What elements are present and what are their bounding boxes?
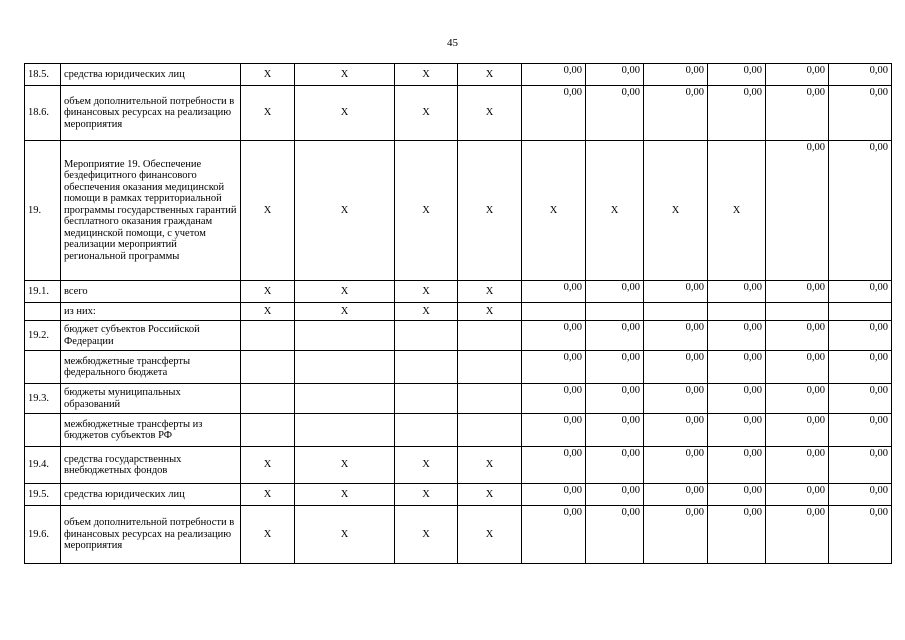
table-row (25, 506, 892, 564)
indicator-cell (458, 384, 522, 414)
row-number: 19.1. (25, 281, 61, 303)
value-cell: 0,00 (644, 384, 708, 414)
indicator-cell: X (458, 484, 522, 506)
indicator-cell (295, 321, 395, 351)
row-description: бюджет субъектов Российской Федерации (61, 321, 241, 351)
value-cell: 0,00 (766, 321, 829, 351)
row-description: объем дополнительной потребности в финансовых ресурсах на реализацию мероприятия (61, 506, 241, 564)
row-number (25, 414, 61, 447)
indicator-cell: X (395, 447, 458, 484)
value-cell: 0,00 (586, 447, 644, 484)
row-description: бюджеты муниципальных образований (61, 384, 241, 414)
indicator-cell: X (458, 281, 522, 303)
value-cell: 0,00 (644, 447, 708, 484)
value-cell: 0,00 (522, 447, 586, 484)
value-cell: 0,00 (708, 484, 766, 506)
row-description: средства юридических лиц (61, 484, 241, 506)
value-cell: 0,00 (522, 484, 586, 506)
indicator-cell: X (295, 86, 395, 141)
value-cell: 0,00 (522, 384, 586, 414)
table-row (25, 141, 892, 281)
value-cell (766, 303, 829, 321)
value-cell: 0,00 (829, 506, 892, 564)
value-cell: 0,00 (829, 86, 892, 141)
indicator-cell: X (458, 64, 522, 86)
indicator-cell (241, 384, 295, 414)
indicator-cell: X (295, 506, 395, 564)
value-cell: 0,00 (644, 506, 708, 564)
indicator-cell: X (395, 484, 458, 506)
table-row (25, 447, 892, 484)
value-cell: 0,00 (829, 64, 892, 86)
indicator-cell (395, 384, 458, 414)
row-number: 19.2. (25, 321, 61, 351)
indicator-cell: X (295, 303, 395, 321)
value-cell: 0,00 (829, 351, 892, 384)
indicator-cell (241, 414, 295, 447)
value-cell: 0,00 (766, 86, 829, 141)
value-cell: 0,00 (586, 281, 644, 303)
value-cell: X (644, 141, 708, 281)
indicator-cell: X (295, 141, 395, 281)
table-row (25, 281, 892, 303)
row-number: 19.4. (25, 447, 61, 484)
value-cell: 0,00 (766, 506, 829, 564)
indicator-cell (241, 351, 295, 384)
indicator-cell: X (458, 506, 522, 564)
value-cell (829, 303, 892, 321)
value-cell: 0,00 (644, 86, 708, 141)
page-number: 45 (447, 37, 458, 49)
row-description: из них: (61, 303, 241, 321)
value-cell: 0,00 (766, 64, 829, 86)
value-cell: 0,00 (708, 506, 766, 564)
value-cell: 0,00 (522, 86, 586, 141)
value-cell: 0,00 (766, 281, 829, 303)
value-cell: 0,00 (586, 414, 644, 447)
value-cell: 0,00 (766, 484, 829, 506)
value-cell: 0,00 (644, 64, 708, 86)
value-cell: 0,00 (766, 351, 829, 384)
value-cell: 0,00 (644, 484, 708, 506)
indicator-cell: X (241, 506, 295, 564)
value-cell: 0,00 (829, 414, 892, 447)
value-cell: 0,00 (522, 414, 586, 447)
value-cell: 0,00 (644, 414, 708, 447)
value-cell: X (586, 141, 644, 281)
indicator-cell: X (241, 303, 295, 321)
indicator-cell (458, 321, 522, 351)
value-cell: 0,00 (708, 414, 766, 447)
value-cell: 0,00 (829, 484, 892, 506)
row-description: всего (61, 281, 241, 303)
value-cell: 0,00 (522, 506, 586, 564)
value-cell: 0,00 (766, 414, 829, 447)
table-row (25, 384, 892, 414)
row-description: межбюджетные трансферты из бюджетов субъектов РФ (61, 414, 241, 447)
indicator-cell: X (241, 281, 295, 303)
table-row (25, 351, 892, 384)
indicator-cell (395, 321, 458, 351)
value-cell (644, 303, 708, 321)
row-number: 19.3. (25, 384, 61, 414)
value-cell: 0,00 (708, 64, 766, 86)
table-row (25, 64, 892, 86)
indicator-cell: X (458, 447, 522, 484)
value-cell: 0,00 (522, 321, 586, 351)
row-description: объем дополнительной потребности в финансовых ресурсах на реализацию мероприятия (61, 86, 241, 141)
value-cell: 0,00 (522, 64, 586, 86)
indicator-cell: X (295, 281, 395, 303)
row-number: 19.5. (25, 484, 61, 506)
row-number (25, 351, 61, 384)
row-number: 19.6. (25, 506, 61, 564)
value-cell: 0,00 (708, 447, 766, 484)
value-cell: 0,00 (586, 321, 644, 351)
table-row (25, 303, 892, 321)
value-cell (522, 303, 586, 321)
value-cell: 0,00 (586, 506, 644, 564)
row-number: 18.6. (25, 86, 61, 141)
indicator-cell: X (241, 86, 295, 141)
table-row (25, 86, 892, 141)
value-cell: 0,00 (586, 86, 644, 141)
indicator-cell: X (295, 447, 395, 484)
indicator-cell (395, 351, 458, 384)
value-cell: 0,00 (829, 447, 892, 484)
value-cell: X (522, 141, 586, 281)
indicator-cell: X (295, 484, 395, 506)
value-cell: 0,00 (708, 86, 766, 141)
indicator-cell: X (458, 86, 522, 141)
indicator-cell (241, 321, 295, 351)
value-cell: 0,00 (522, 351, 586, 384)
indicator-cell: X (241, 484, 295, 506)
indicator-cell: X (241, 64, 295, 86)
value-cell: 0,00 (766, 141, 829, 281)
value-cell: 0,00 (829, 141, 892, 281)
value-cell: 0,00 (829, 281, 892, 303)
value-cell: 0,00 (644, 281, 708, 303)
row-number: 18.5. (25, 64, 61, 86)
value-cell: 0,00 (708, 321, 766, 351)
value-cell: 0,00 (522, 281, 586, 303)
indicator-cell: X (295, 64, 395, 86)
indicator-cell (295, 384, 395, 414)
value-cell: 0,00 (708, 384, 766, 414)
row-description: межбюджетные трансферты федерального бюджета (61, 351, 241, 384)
indicator-cell: X (395, 141, 458, 281)
indicator-cell (458, 351, 522, 384)
financing-table (24, 63, 892, 564)
value-cell (586, 303, 644, 321)
row-number (25, 303, 61, 321)
row-description: средства государственных внебюджетных фондов (61, 447, 241, 484)
row-description: средства юридических лиц (61, 64, 241, 86)
value-cell: 0,00 (708, 351, 766, 384)
value-cell: 0,00 (586, 351, 644, 384)
indicator-cell (458, 414, 522, 447)
table-row (25, 321, 892, 351)
value-cell: 0,00 (586, 384, 644, 414)
indicator-cell: X (241, 447, 295, 484)
indicator-cell: X (458, 141, 522, 281)
value-cell (708, 303, 766, 321)
indicator-cell: X (395, 86, 458, 141)
value-cell: 0,00 (644, 351, 708, 384)
value-cell: 0,00 (644, 321, 708, 351)
indicator-cell: X (458, 303, 522, 321)
value-cell: 0,00 (708, 281, 766, 303)
indicator-cell: X (395, 506, 458, 564)
table-row (25, 484, 892, 506)
value-cell: 0,00 (766, 447, 829, 484)
value-cell: 0,00 (829, 321, 892, 351)
value-cell: 0,00 (586, 484, 644, 506)
row-number: 19. (25, 141, 61, 281)
indicator-cell: X (395, 64, 458, 86)
indicator-cell: X (395, 303, 458, 321)
table-row (25, 414, 892, 447)
indicator-cell (295, 351, 395, 384)
indicator-cell: X (395, 281, 458, 303)
value-cell: X (708, 141, 766, 281)
value-cell: 0,00 (829, 384, 892, 414)
value-cell: 0,00 (586, 64, 644, 86)
row-description: Мероприятие 19. Обеспечение бездефицитного финансового обеспечения оказания медицинской помощи в рамках территориальной программы государственных гарантий бесплатного оказания гражданам медицинской помощи, с учетом реализации мероприятий региональной программы (61, 141, 241, 281)
indicator-cell (295, 414, 395, 447)
indicator-cell: X (241, 141, 295, 281)
value-cell: 0,00 (766, 384, 829, 414)
indicator-cell (395, 414, 458, 447)
